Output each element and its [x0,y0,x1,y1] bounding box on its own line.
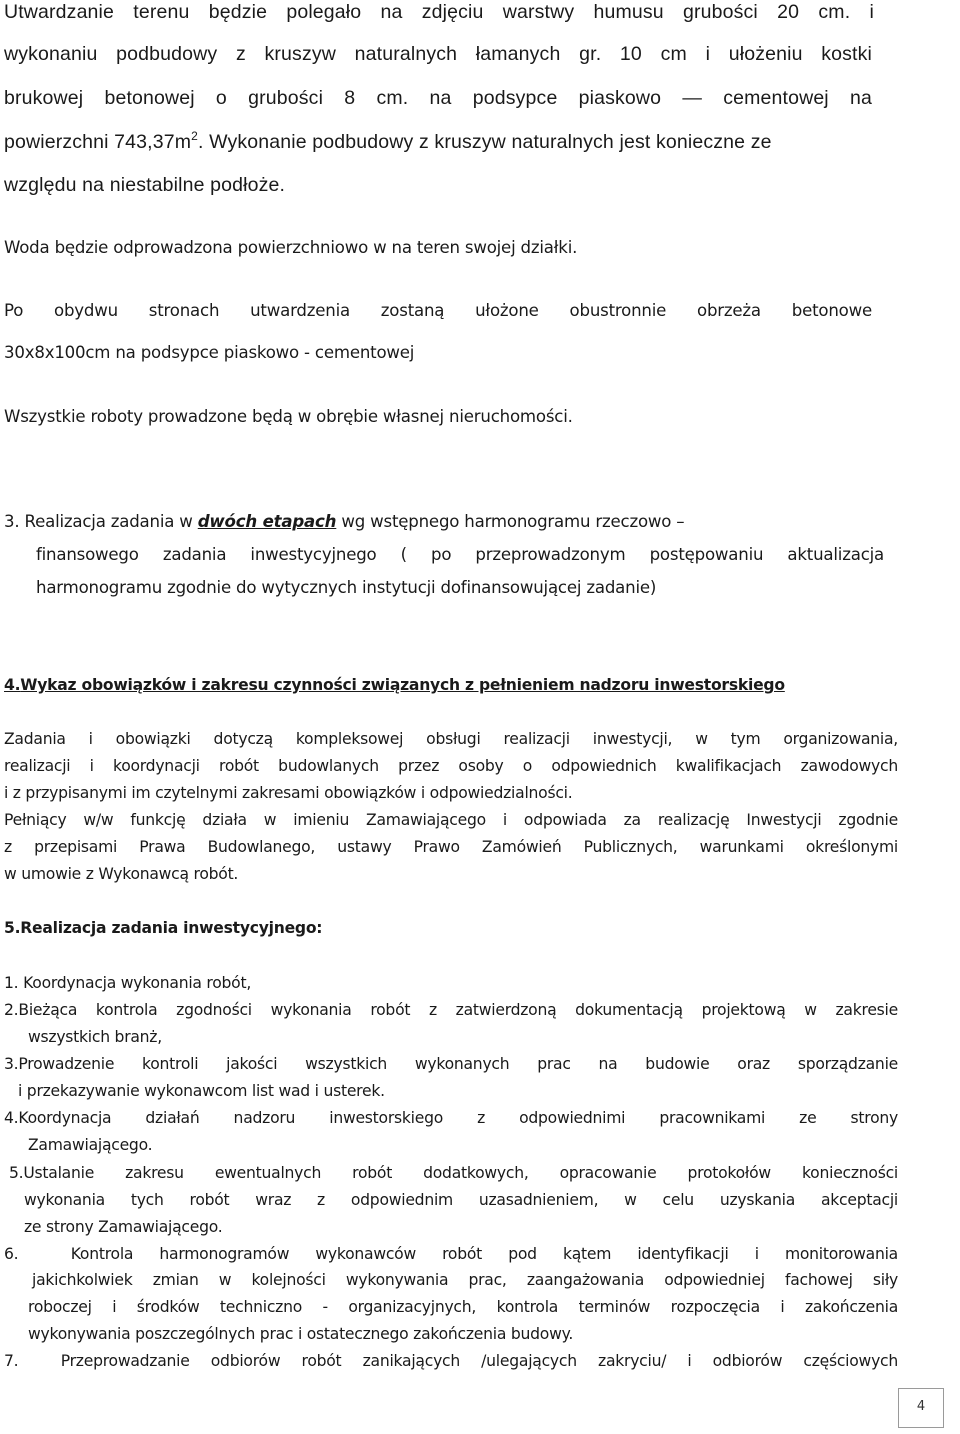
list-item-5-cont-1: wykonania tych robót wraz z odpowiednim uzasadnieniem, w celu uzyskania akceptacji [24,1191,898,1209]
intro-line-3: brukowej betonowej o grubości 8 cm. na podsypce piaskowo — cementowej na [4,87,872,109]
section5-heading-text: Realizacja zadania inwestycyjnego: [20,919,323,937]
list-item-6-cont-3: wykonywania poszczególnych prac i ostatecznego zakończenia budowy. [28,1325,574,1343]
two-stages-emphasis: dwóch etapach [197,512,337,531]
area-superscript: 2 [191,129,198,143]
section3-line-2: finansowego zadania inwestycyjnego ( po przeprowadzonym postępowaniu aktualizacja [36,545,884,564]
area-value: powierzchni 743,37m [4,131,192,153]
section4-p1-line-1: Zadania i obowiązki dotyczą kompleksowej obsługi realizacji inwestycji, w tym organizowania, [4,730,898,748]
list-item-text: Koordynacja działań nadzoru inwestorskiego z odpowiednimi pracownikami ze strony [18,1109,898,1127]
list-item-2 [4,1001,898,1019]
section4-heading [4,676,785,694]
list-item-text: Przeprowadzanie odbiorów robót zanikających /ulegających zakryciu/ i odbiorów częściowych [60,1352,898,1370]
intro-line-5: względu na niestabilne podłoże. [4,174,286,196]
section5-heading [4,919,322,937]
water-paragraph: Woda będzie odprowadzona powierzchniowo w na teren swojej działki. [4,238,578,257]
page-number-box [898,1388,944,1428]
list-item-2-cont: wszystkich branż, [28,1028,162,1046]
section5-heading-number: 5. [4,919,21,937]
list-item-5 [9,1164,898,1182]
list-item-number: 3. [4,1055,19,1073]
list-item-3 [4,1055,898,1073]
curbs-line-1: Po obydwu stronach utwardzenia zostaną ułożone obustronnie obrzeża betonowe [4,301,872,320]
list-item-number: 5. [9,1164,24,1182]
list-item-3-cont: i przekazywanie wykonawcom list wad i usterek. [18,1082,385,1100]
section4-p2-line-1: Pełniący w/w funkcję działa w imieniu Zamawiającego i odpowiada za realizację Inwestycji zgodnie [4,811,898,829]
intro-line-4 [4,131,772,154]
intro-line-1: Utwardzanie terenu będzie polegało na zdjęciu warstwy humusu grubości 20 cm. i [4,1,874,23]
list-item-text: Koordynacja wykonania robót, [23,974,252,992]
list-item-4 [4,1109,898,1127]
section3-line-3: harmonogramu zgodnie do wytycznych instytucji dofinansowującej zadanie) [36,578,657,597]
intro-line-2: wykonaniu podbudowy z kruszyw naturalnych łamanych gr. 10 cm i ułożeniu kostki [4,43,872,65]
list-item-6-cont-1: jakichkolwiek zmian w kolejności wykonywania prac, zaangażowania odpowiedniej fachowej siły [32,1271,898,1289]
list-item-text: Prowadzenie kontroli jakości wszystkich wykonanych prac na budowie oraz sporządzanie [18,1055,898,1073]
section4-heading-number: 4. [4,676,21,694]
section4-p2-line-2: z przepisami Prawa Budowlanego, ustawy Prawo Zamówień Publicznych, warunkami określonymi [4,838,898,856]
list-item-number: 2. [4,1001,19,1019]
list-item-5-cont-2: ze strony Zamawiającego. [24,1218,223,1236]
list-item-4-cont: Zamawiającego. [28,1136,153,1154]
section4-p1-line-3: i z przypisanymi im czytelnymi zakresami obowiązków i odpowiedzialności. [4,784,573,802]
works-paragraph: Wszystkie roboty prowadzone będą w obrębie własnej nieruchomości. [4,407,573,426]
list-item-text: Ustalanie zakresu ewentualnych robót dodatkowych, opracowanie protokołów konieczności [23,1164,898,1182]
curbs-line-2: 30x8x100cm na podsypce piaskowo - cementowej [4,343,415,362]
page-number: 4 [916,1399,926,1414]
section3-line-1-end: wg wstępnego harmonogramu rzeczowo – [336,512,685,531]
section3-line-1-start: 3. Realizacja zadania w [4,512,198,531]
section4-p1-line-2: realizacji i koordynacji robót budowlanych przez osoby o odpowiednich kwalifikacjach zawodowych [4,757,898,775]
section3-line-1 [4,512,684,531]
list-item-1 [4,974,251,992]
list-item-number: 1. [4,974,19,992]
section4-p2-line-3: w umowie z Wykonawcą robót. [4,865,239,883]
list-item-number: 7. [4,1352,19,1370]
section4-heading-text: Wykaz obowiązków i zakresu czynności związanych z pełnieniem nadzoru inwestorskiego [20,676,785,694]
list-item-6-cont-2: roboczej i środków techniczno - organizacyjnych, kontrola terminów rozpoczęcia i zakończenia [28,1298,898,1316]
list-item-6 [4,1245,898,1263]
list-item-number: 4. [4,1109,19,1127]
list-item-number: 6. [4,1245,19,1263]
list-item-text: Bieżąca kontrola zgodności wykonania robót z zatwierdzoną dokumentacją projektową w zakresie [18,1001,898,1019]
intro-line-4-rest: . Wykonanie podbudowy z kruszyw naturalnych jest konieczne ze [197,131,772,153]
list-item-7 [4,1352,898,1370]
list-item-text: Kontrola harmonogramów wykonawców robót pod kątem identyfikacji i monitorowania [70,1245,898,1263]
